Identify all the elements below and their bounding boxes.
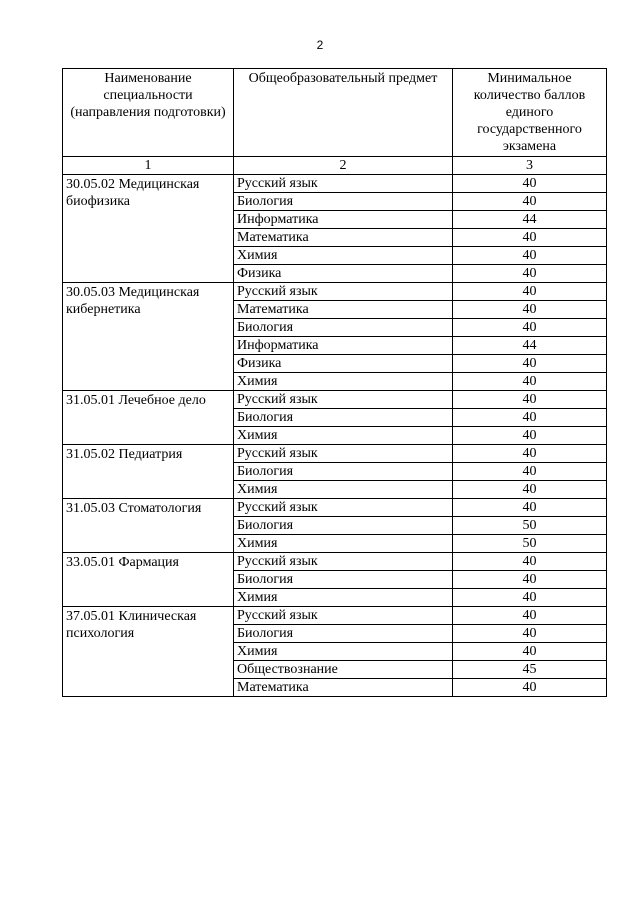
subject-cell: Химия: [234, 373, 453, 391]
score-cell: 40: [453, 427, 607, 445]
specialty-cell: 30.05.03 Медицинская кибернетика: [63, 283, 234, 391]
score-cell: 40: [453, 301, 607, 319]
specialty-exam-table: [62, 68, 607, 697]
score-cell: 40: [453, 589, 607, 607]
score-cell: 40: [453, 445, 607, 463]
score-cell: 40: [453, 229, 607, 247]
column-number: 3: [453, 157, 607, 175]
score-cell: 40: [453, 409, 607, 427]
subject-cell: Информатика: [234, 337, 453, 355]
header-specialty: Наименование специальности (направления подготовки): [63, 69, 234, 157]
column-number: 1: [63, 157, 234, 175]
subject-cell: Физика: [234, 355, 453, 373]
table-row: [63, 391, 607, 409]
table-row: [63, 499, 607, 517]
score-cell: 40: [453, 625, 607, 643]
table-row: [63, 175, 607, 193]
subject-cell: Русский язык: [234, 391, 453, 409]
score-cell: 40: [453, 391, 607, 409]
specialty-cell: 33.05.01 Фармация: [63, 553, 234, 607]
score-cell: 40: [453, 463, 607, 481]
score-cell: 40: [453, 319, 607, 337]
subject-cell: Биология: [234, 571, 453, 589]
table-row: [63, 607, 607, 625]
subject-cell: Русский язык: [234, 499, 453, 517]
subject-cell: Русский язык: [234, 445, 453, 463]
score-cell: 44: [453, 211, 607, 229]
subject-cell: Русский язык: [234, 175, 453, 193]
score-cell: 40: [453, 607, 607, 625]
subject-cell: Физика: [234, 265, 453, 283]
specialty-cell: 31.05.01 Лечебное дело: [63, 391, 234, 445]
table-row: [63, 445, 607, 463]
score-cell: 40: [453, 499, 607, 517]
subject-cell: Химия: [234, 247, 453, 265]
subject-cell: Биология: [234, 625, 453, 643]
subject-cell: Биология: [234, 409, 453, 427]
score-cell: 50: [453, 535, 607, 553]
score-cell: 40: [453, 481, 607, 499]
subject-cell: Биология: [234, 517, 453, 535]
subject-cell: Химия: [234, 589, 453, 607]
subject-cell: Информатика: [234, 211, 453, 229]
score-cell: 40: [453, 553, 607, 571]
subject-cell: Русский язык: [234, 283, 453, 301]
subject-cell: Русский язык: [234, 607, 453, 625]
subject-cell: Русский язык: [234, 553, 453, 571]
column-number-row: [63, 157, 607, 175]
subject-cell: Биология: [234, 463, 453, 481]
page-number: 2: [316, 38, 324, 52]
score-cell: 44: [453, 337, 607, 355]
subject-cell: Химия: [234, 427, 453, 445]
header-row: [63, 69, 607, 157]
score-cell: 40: [453, 643, 607, 661]
subject-cell: Химия: [234, 643, 453, 661]
score-cell: 50: [453, 517, 607, 535]
subject-cell: Химия: [234, 481, 453, 499]
score-cell: 40: [453, 247, 607, 265]
score-cell: 40: [453, 283, 607, 301]
score-cell: 40: [453, 679, 607, 697]
score-cell: 40: [453, 355, 607, 373]
score-cell: 40: [453, 571, 607, 589]
table-row: [63, 283, 607, 301]
score-cell: 40: [453, 193, 607, 211]
subject-cell: Биология: [234, 193, 453, 211]
subject-cell: Химия: [234, 535, 453, 553]
specialty-cell: 30.05.02 Медицинская биофизика: [63, 175, 234, 283]
header-subject: Общеобразовательный предмет: [234, 69, 453, 157]
specialty-cell: 37.05.01 Клиническая психология: [63, 607, 234, 697]
score-cell: 40: [453, 175, 607, 193]
header-min-score: Минимальное количество баллов единого государственного экзамена: [453, 69, 607, 157]
score-cell: 40: [453, 373, 607, 391]
subject-cell: Математика: [234, 301, 453, 319]
subject-cell: Биология: [234, 319, 453, 337]
score-cell: 45: [453, 661, 607, 679]
subject-cell: Математика: [234, 679, 453, 697]
specialty-cell: 31.05.02 Педиатрия: [63, 445, 234, 499]
column-number: 2: [234, 157, 453, 175]
specialty-cell: 31.05.03 Стоматология: [63, 499, 234, 553]
subject-cell: Обществознание: [234, 661, 453, 679]
score-cell: 40: [453, 265, 607, 283]
subject-cell: Математика: [234, 229, 453, 247]
table-row: [63, 553, 607, 571]
